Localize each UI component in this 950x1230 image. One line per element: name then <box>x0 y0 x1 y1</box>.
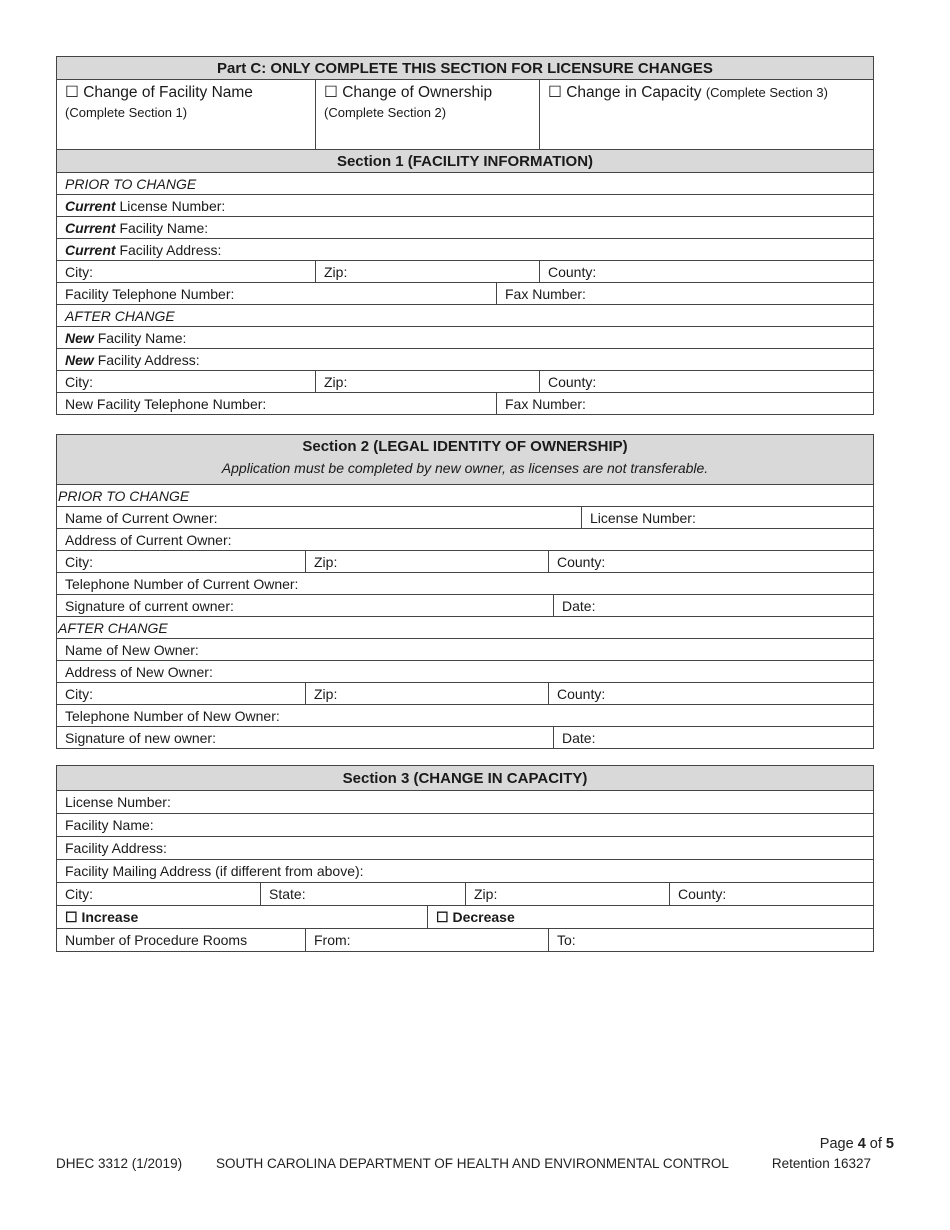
checkbox-icon[interactable]: ☐ <box>65 84 79 101</box>
new-city-field[interactable]: City: <box>65 373 93 390</box>
new-owner-address-row <box>57 660 873 682</box>
checkbox-icon[interactable]: ☐ <box>65 908 78 925</box>
option-note: (Complete Section 3) <box>705 85 828 100</box>
new-facility-fax-field[interactable]: Fax Number: <box>496 393 873 414</box>
current-zip-field[interactable]: Zip: <box>315 261 539 282</box>
checkbox-icon[interactable]: ☐ <box>324 84 338 101</box>
option-change-ownership[interactable] <box>315 80 539 149</box>
new-owner-signature-field[interactable]: Signature of new owner: <box>65 729 216 746</box>
current-license-number-field[interactable] <box>57 195 873 216</box>
prior-to-change-label: PRIOR TO CHANGE <box>65 175 197 192</box>
new-zip-field[interactable]: Zip: <box>315 371 539 392</box>
capacity-facility-address-field[interactable]: Facility Address: <box>65 840 167 856</box>
page-current: 4 <box>857 1136 866 1152</box>
new-owner-address-field[interactable]: Address of New Owner: <box>65 663 213 680</box>
option-note: (Complete Section 2) <box>324 105 447 120</box>
option-label: Change of Ownership <box>342 84 493 101</box>
option-label: Change of Facility Name <box>83 84 253 101</box>
page-prefix: Page <box>819 1136 858 1152</box>
new-county-field[interactable]: County: <box>539 371 873 392</box>
procedure-rooms-label: Number of Procedure Rooms <box>65 932 248 948</box>
current-owner-city-row <box>57 550 873 572</box>
current-owner-signature-field[interactable]: Signature of current owner: <box>65 597 234 614</box>
increase-option[interactable] <box>57 906 427 928</box>
field-label: Facility Address: <box>119 241 222 258</box>
checkbox-icon[interactable]: ☐ <box>548 84 562 101</box>
checkbox-icon[interactable]: ☐ <box>436 908 449 925</box>
current-owner-city-field[interactable]: City: <box>65 553 93 570</box>
field-label: Facility Name: <box>97 329 187 346</box>
current-emphasis: Current <box>65 241 116 258</box>
new-facility-name-field[interactable] <box>57 327 873 348</box>
section3 <box>56 765 874 952</box>
current-county-field[interactable]: County: <box>539 261 873 282</box>
section1-title: Section 1 (FACILITY INFORMATION) <box>57 150 873 172</box>
new-emphasis: New <box>65 329 94 346</box>
capacity-county-field[interactable]: County: <box>669 883 873 905</box>
new-emphasis: New <box>65 351 94 368</box>
current-owner-county-field[interactable]: County: <box>548 551 873 572</box>
option-label: Change in Capacity <box>566 84 702 101</box>
new-owner-city-row <box>57 682 873 704</box>
owner-license-number-field[interactable]: License Number: <box>581 507 873 528</box>
section1-after-row <box>57 304 873 326</box>
new-owner-name-field[interactable]: Name of New Owner: <box>65 641 199 658</box>
section1-prior-row <box>57 172 873 194</box>
part-c-header-row <box>57 57 873 79</box>
section2-header <box>57 435 873 484</box>
current-owner-name-row <box>57 506 873 528</box>
current-owner-phone-field[interactable]: Telephone Number of Current Owner: <box>65 575 299 592</box>
new-owner-name-row <box>57 638 873 660</box>
part-c-title: Part C: ONLY COMPLETE THIS SECTION FOR LICENSURE CHANGES <box>57 57 873 79</box>
after-change-label: AFTER CHANGE <box>58 619 168 636</box>
new-owner-phone-row <box>57 704 873 726</box>
current-facility-name-row[interactable] <box>57 216 873 238</box>
capacity-mailing-address-field[interactable]: Facility Mailing Address (if different from above): <box>65 863 364 879</box>
current-owner-signature-row <box>57 594 873 616</box>
current-facility-address-field[interactable] <box>57 239 873 260</box>
page-total: 5 <box>885 1136 894 1152</box>
current-owner-date-field[interactable]: Date: <box>553 595 873 616</box>
capacity-facility-name-field[interactable]: Facility Name: <box>65 817 154 833</box>
after-change-label: AFTER CHANGE <box>65 307 175 324</box>
current-owner-address-row <box>57 528 873 550</box>
capacity-zip-field[interactable]: Zip: <box>465 883 669 905</box>
cap-city-row <box>57 882 873 905</box>
new-owner-date-field[interactable]: Date: <box>553 727 873 748</box>
new-owner-phone-field[interactable]: Telephone Number of New Owner: <box>65 707 280 724</box>
facility-telephone-field[interactable]: Facility Telephone Number: <box>65 285 235 302</box>
new-facility-address-row[interactable] <box>57 348 873 370</box>
section1-header-row <box>57 149 873 172</box>
procedure-rooms-to-field[interactable]: To: <box>548 929 873 951</box>
new-city-row <box>57 370 873 392</box>
field-label: Facility Name: <box>119 219 209 236</box>
cap-license-row <box>57 790 873 813</box>
change-type-options <box>57 79 873 149</box>
section2-subtitle: Application must be completed by new owner, as licenses are not transferable. <box>221 460 709 476</box>
capacity-state-field[interactable]: State: <box>260 883 465 905</box>
section2-title: Section 2 (LEGAL IDENTITY OF OWNERSHIP) <box>302 438 628 455</box>
form-id: DHEC 3312 (1/2019) <box>56 1156 183 1171</box>
current-city-row <box>57 260 873 282</box>
procedure-rooms-row <box>57 928 873 951</box>
section2-prior-row <box>57 484 873 506</box>
field-label: License Number: <box>119 197 226 214</box>
new-facility-address-field[interactable] <box>57 349 873 370</box>
option-note: (Complete Section 1) <box>65 105 188 120</box>
current-owner-phone-row <box>57 572 873 594</box>
department-name: SOUTH CAROLINA DEPARTMENT OF HEALTH AND ENVIRONMENTAL CONTROL <box>216 1156 729 1171</box>
new-owner-signature-row <box>57 726 873 748</box>
capacity-license-number-field[interactable]: License Number: <box>65 794 171 810</box>
current-emphasis: Current <box>65 197 116 214</box>
increase-label: Increase <box>81 909 139 925</box>
section3-header-row <box>57 766 873 790</box>
new-phone-row <box>57 392 873 414</box>
prior-to-change-label: PRIOR TO CHANGE <box>58 487 190 504</box>
new-facility-telephone-field[interactable]: New Facility Telephone Number: <box>65 395 267 412</box>
new-owner-zip-field[interactable]: Zip: <box>305 683 548 704</box>
cap-facility-address-row <box>57 836 873 859</box>
field-label: Facility Address: <box>97 351 200 368</box>
part-c-section <box>56 56 874 415</box>
current-facility-address-row[interactable] <box>57 238 873 260</box>
decrease-label: Decrease <box>452 909 515 925</box>
current-owner-name-field[interactable]: Name of Current Owner: <box>65 509 218 526</box>
decrease-option[interactable] <box>427 906 873 928</box>
new-owner-county-field[interactable]: County: <box>548 683 873 704</box>
current-facility-name-field[interactable] <box>57 217 873 238</box>
current-license-row[interactable] <box>57 194 873 216</box>
procedure-rooms-from-field[interactable]: From: <box>305 929 548 951</box>
new-facility-name-row[interactable] <box>57 326 873 348</box>
option-change-capacity[interactable] <box>539 80 873 149</box>
new-owner-city-field[interactable]: City: <box>65 685 93 702</box>
section2 <box>56 434 874 749</box>
retention-number: Retention 16327 <box>771 1156 871 1171</box>
current-phone-row <box>57 282 873 304</box>
cap-facility-name-row <box>57 813 873 836</box>
current-emphasis: Current <box>65 219 116 236</box>
page-of: of <box>865 1136 886 1152</box>
facility-fax-field[interactable]: Fax Number: <box>496 283 873 304</box>
cap-mailing-address-row <box>57 859 873 882</box>
option-change-facility-name[interactable] <box>57 80 315 149</box>
increase-decrease-row <box>57 905 873 928</box>
current-owner-address-field[interactable]: Address of Current Owner: <box>65 531 232 548</box>
page-number <box>820 1136 894 1152</box>
section3-title: Section 3 (CHANGE IN CAPACITY) <box>57 766 873 790</box>
capacity-city-field[interactable]: City: <box>65 886 93 902</box>
section2-after-row <box>57 616 873 638</box>
current-owner-zip-field[interactable]: Zip: <box>305 551 548 572</box>
current-city-field[interactable]: City: <box>65 263 93 280</box>
